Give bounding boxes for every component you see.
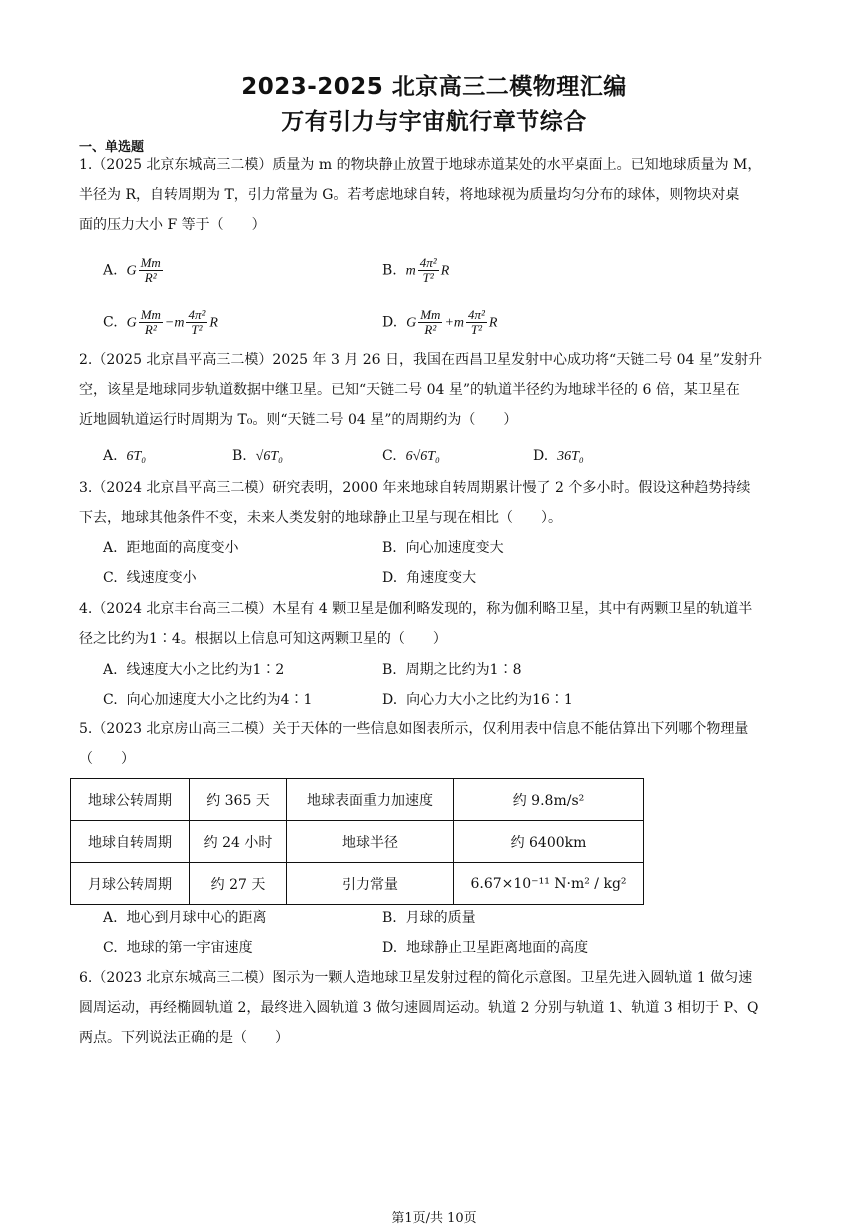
q2-line-2: 空，该星是地球同步轨道数据中继卫星。已知“天链二号 04 星”的轨道半径约为地球半径的 6 倍，某卫星在 bbox=[79, 382, 740, 398]
q2-option-c[interactable]: C. 6√6T₀ bbox=[382, 448, 440, 464]
table-cell: 约 27 天 bbox=[190, 863, 287, 905]
q4-option-d[interactable]: D. 向心力大小之比约为16∶1 bbox=[382, 692, 573, 708]
table-cell: 约 6400km bbox=[454, 821, 644, 863]
section-heading: 一、单选题 bbox=[79, 140, 145, 155]
q1-option-b[interactable]: B. m $\frac{\text{4π²}}{\text{T²}}$ R bbox=[382, 255, 450, 285]
data-table bbox=[70, 778, 644, 905]
q2-line-1: 2.（2025 北京昌平高三二模）2025 年 3 月 26 日，我国在西昌卫星发射中心成功将“天链二号 04 星”发射升 bbox=[79, 352, 763, 368]
q3-line-2: 下去，地球其他条件不变，未来人类发射的地球静止卫星与现在相比（ ）。 bbox=[79, 510, 562, 526]
title-line-1: 2023-2025 北京高三二模物理汇编 bbox=[241, 74, 627, 100]
q6-line-1: 6.（2023 北京东城高三二模）图示为一颗人造地球卫星发射过程的简化示意图。卫星先进入圆轨道 1 做匀速 bbox=[79, 970, 753, 986]
q3-option-a[interactable]: A. 距地面的高度变小 bbox=[103, 540, 239, 556]
q1-line-3: 面的压力大小 F 等于（ ） bbox=[79, 217, 266, 233]
q1-option-d[interactable]: D. G $\frac{Mm}{\text{R²}}$ +m $\frac{\text{4π²}}{\text{T²}}$ R bbox=[382, 307, 498, 337]
q4-option-c[interactable]: C. 向心加速度大小之比约为4∶1 bbox=[103, 692, 313, 708]
q1-option-a[interactable]: A. G $\frac{Mm}{\text{R²}}$ bbox=[103, 255, 161, 285]
q5-option-a[interactable]: A. 地心到月球中心的距离 bbox=[103, 910, 267, 926]
q5-line-1: 5.（2023 北京房山高三二模）关于天体的一些信息如图表所示，仅利用表中信息不能估算出下列哪个物理量 bbox=[79, 721, 749, 737]
q3-option-d[interactable]: D. 角速度变大 bbox=[382, 570, 477, 586]
q5-option-d[interactable]: D. 地球静止卫星距离地面的高度 bbox=[382, 940, 589, 956]
q2-line-3: 近地圆轨道运行时周期为 T₀。则“天链二号 04 星”的周期约为（ ） bbox=[79, 412, 518, 428]
q2-option-d[interactable]: D. 36T₀ bbox=[533, 448, 584, 464]
q3-option-c[interactable]: C. 线速度变小 bbox=[103, 570, 197, 586]
q1-line-2: 半径为 R，自转周期为 T，引力常量为 G。若考虑地球自转，将地球视为质量均匀分布的球体，则物块对桌 bbox=[79, 187, 740, 203]
q4-line-2: 径之比约为1∶4。根据以上信息可知这两颗卫星的（ ） bbox=[79, 631, 447, 647]
table-cell: 引力常量 bbox=[287, 863, 454, 905]
page-footer: 第1页/共 10页 bbox=[391, 1211, 477, 1226]
q5-line-2: （ ） bbox=[79, 751, 135, 767]
table-cell: 月球公转周期 bbox=[71, 863, 190, 905]
table-cell: 6.67×10⁻¹¹ N·m² / kg² bbox=[454, 863, 644, 905]
table-cell: 地球表面重力加速度 bbox=[287, 779, 454, 821]
table-cell: 约 24 小时 bbox=[190, 821, 287, 863]
table-cell: 地球公转周期 bbox=[71, 779, 190, 821]
q4-line-1: 4.（2024 北京丰台高三二模）木星有 4 颗卫星是伽利略发现的，称为伽利略卫星，其中有两颗卫星的轨道半 bbox=[79, 601, 753, 617]
table-row bbox=[71, 821, 644, 863]
q2-option-a[interactable]: A. 6T₀ bbox=[103, 448, 147, 464]
table-cell: 约 365 天 bbox=[190, 779, 287, 821]
q4-option-a[interactable]: A. 线速度大小之比约为1∶2 bbox=[103, 662, 285, 678]
title-line-2: 万有引力与宇宙航行章节综合 bbox=[281, 109, 587, 135]
q3-line-1: 3.（2024 北京昌平高三二模）研究表明，2000 年来地球自转周期累计慢了 2 个多小时。假设这种趋势持续 bbox=[79, 480, 751, 496]
q6-line-2: 圆周运动，再经椭圆轨道 2，最终进入圆轨道 3 做匀速圆周运动。轨道 2 分别与轨道 1、轨道 3 相切于 P、Q bbox=[79, 1000, 759, 1016]
table-cell: 地球半径 bbox=[287, 821, 454, 863]
q3-option-b[interactable]: B. 向心加速度变大 bbox=[382, 540, 504, 556]
q6-line-3: 两点。下列说法正确的是（ ） bbox=[79, 1030, 289, 1046]
q5-option-b[interactable]: B. 月球的质量 bbox=[382, 910, 476, 926]
table-row bbox=[71, 863, 644, 905]
q5-option-c[interactable]: C. 地球的第一宇宙速度 bbox=[103, 940, 253, 956]
q2-option-b[interactable]: B. √6T₀ bbox=[232, 448, 283, 464]
table-row bbox=[71, 779, 644, 821]
table-cell: 约 9.8m/s² bbox=[454, 779, 644, 821]
q1-line-1: 1.（2025 北京东城高三二模）质量为 m 的物块静止放置于地球赤道某处的水平桌面上。已知地球质量为 M， bbox=[79, 157, 762, 173]
q4-option-b[interactable]: B. 周期之比约为1∶8 bbox=[382, 662, 522, 678]
table-cell: 地球自转周期 bbox=[71, 821, 190, 863]
q1-option-c[interactable]: C. G $\frac{Mm}{\text{R²}}$ −m $\frac{\text{4π²}}{\text{T²}}$ R bbox=[103, 307, 218, 337]
